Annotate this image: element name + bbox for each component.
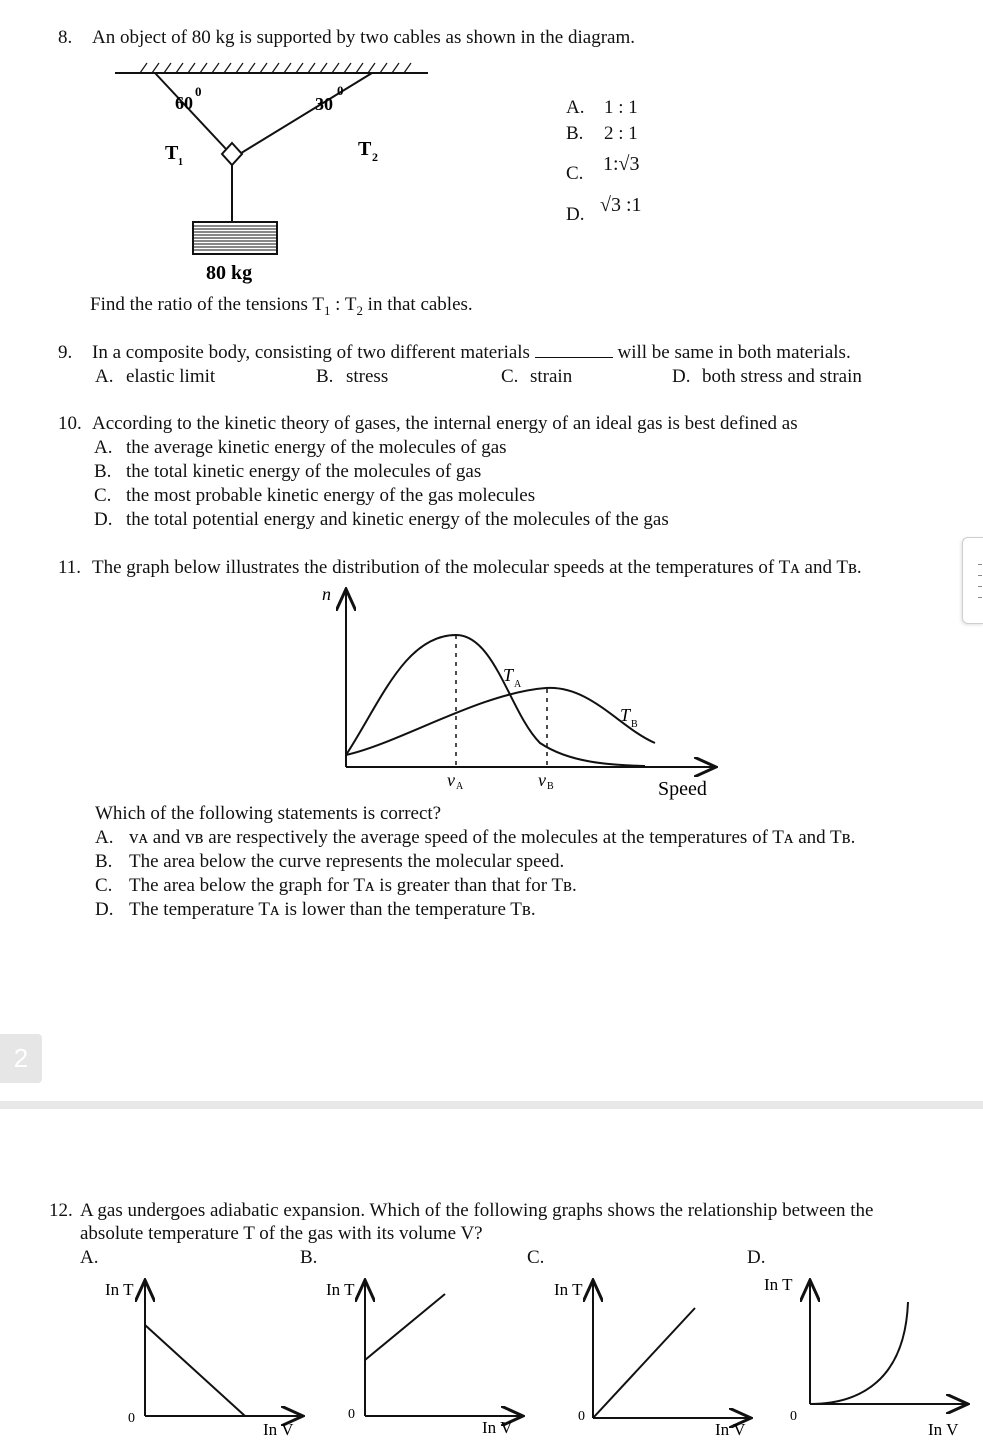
option-letter: D. (95, 899, 114, 920)
option-text: 2 : 1 (604, 123, 638, 144)
side-panel-tab[interactable] (962, 537, 983, 624)
origin-label: 0 (790, 1409, 797, 1424)
question-number: 9. (58, 342, 73, 363)
tb-subscript: B (631, 719, 638, 730)
origin-label: 0 (578, 1409, 585, 1424)
option-letter: B. (94, 461, 112, 482)
ta-subscript: A (514, 679, 522, 690)
origin-label: 0 (128, 1411, 135, 1426)
question-number: 8. (58, 27, 73, 48)
answer-blank (535, 343, 613, 358)
x-axis-label: In V (928, 1420, 959, 1439)
option-letter: B. (95, 851, 113, 872)
increasing-line (365, 1294, 445, 1360)
graph-option-b (315, 1270, 530, 1440)
va-label: v (447, 770, 455, 790)
x-axis-label: In V (263, 1420, 294, 1439)
cable-2 (238, 73, 372, 155)
option-text: both stress and strain (702, 366, 862, 387)
option-text: strain (530, 366, 573, 387)
option-text: the total potential energy and kinetic energy of the molecules of the gas (126, 509, 669, 530)
degree-mark: 0 (195, 84, 202, 99)
va-subscript: A (456, 781, 464, 792)
y-axis-label: In T (105, 1280, 134, 1299)
option-text: the total kinetic energy of the molecules of gas (126, 461, 482, 482)
vb-subscript: B (547, 781, 554, 792)
cable-diagram (110, 55, 430, 290)
graph-option-d (760, 1270, 975, 1440)
origin-label: 0 (348, 1407, 355, 1422)
ta-label: T (503, 665, 514, 685)
mass-label: 80 kg (206, 262, 253, 284)
vb-label: v (538, 770, 546, 790)
question-text: In a composite body, consisting of two different materials will be same in both materials. (92, 342, 851, 363)
option-letter: B. (316, 366, 334, 387)
curve-tb (346, 688, 655, 755)
question-prompt: Which of the following statements is correct? (95, 803, 442, 824)
option-letter: A. (95, 366, 114, 387)
y-axis-label: In T (326, 1280, 355, 1299)
option-text: The area below the curve represents the molecular speed. (129, 851, 565, 872)
question-text: According to the kinetic theory of gases, the internal energy of an ideal gas is best defined as (92, 413, 798, 434)
option-letter: A. (80, 1247, 99, 1268)
option-letter: A. (95, 827, 114, 848)
origin-line (593, 1308, 695, 1418)
x-axis-label: Speed (658, 778, 707, 800)
option-letter: C. (566, 163, 584, 184)
question-text: An object of 80 kg is supported by two cables as shown in the diagram. (92, 27, 635, 48)
option-text: the average kinetic energy of the molecules of gas (126, 437, 507, 458)
option-letter: A. (566, 97, 585, 118)
option-letter: D. (94, 509, 113, 530)
option-letter: D. (747, 1247, 766, 1268)
x-axis-label: In V (715, 1420, 746, 1439)
option-letter: C. (501, 366, 519, 387)
knot (222, 143, 242, 165)
y-axis-label: n (322, 584, 331, 604)
x-axis-label: In V (482, 1418, 513, 1437)
tension-2-subscript: 2 (372, 150, 378, 164)
option-text: elastic limit (126, 366, 216, 387)
speed-distribution-graph (310, 583, 730, 803)
question-number: 10. (58, 413, 82, 434)
option-text: stress (346, 366, 389, 387)
tb-label: T (620, 705, 631, 725)
decreasing-line (145, 1325, 245, 1416)
angle-label-30: 30 (315, 94, 333, 114)
ratio-prompt: Find the ratio of the tensions $T_1$ : $T_2$ in that cables. (90, 294, 473, 318)
tension-1-label: T (165, 142, 179, 164)
option-text: 1 : 1 (604, 97, 638, 118)
question-number: 12. (49, 1200, 73, 1221)
page-number-badge: 2 (0, 1034, 42, 1083)
exponential-curve (810, 1302, 908, 1404)
question-number: 11. (58, 557, 82, 578)
option-letter: A. (94, 437, 113, 458)
option-text: 1:√3 (603, 153, 640, 175)
ceiling-hatch (140, 63, 411, 73)
option-letter: B. (300, 1247, 318, 1268)
option-text: The area below the graph for Tᴀ is greater than that for Tʙ. (129, 875, 577, 896)
option-text: vᴀ and vʙ are respectively the average speed of the molecules at the temperatures of Tᴀ and Tʙ. (129, 827, 856, 848)
option-letter: D. (566, 204, 585, 225)
question-text: absolute temperature T of the gas with its volume V? (80, 1223, 483, 1244)
y-axis-label: In T (764, 1275, 793, 1294)
graph-option-a (95, 1270, 310, 1440)
question-text: A gas undergoes adiabatic expansion. Which of the following graphs shows the relationship between the (80, 1200, 874, 1221)
angle-label-60: 60 (175, 93, 193, 113)
question-text: The graph below illustrates the distribution of the molecular speeds at the temperatures of Tᴀ and Tʙ. (92, 557, 862, 578)
option-text: √3 :1 (600, 194, 642, 216)
tension-2-label: T (358, 138, 372, 160)
option-text: The temperature Tᴀ is lower than the temperature Tʙ. (129, 899, 536, 920)
degree-mark: 0 (337, 83, 344, 98)
y-axis-label: In T (554, 1280, 583, 1299)
option-letter: B. (566, 123, 584, 144)
option-letter: C. (527, 1247, 545, 1268)
tension-1-subscript: 1 (178, 157, 183, 168)
curve-ta (346, 635, 645, 766)
option-letter: C. (94, 485, 112, 506)
page-divider (0, 1101, 983, 1109)
option-text: the most probable kinetic energy of the gas molecules (126, 485, 536, 506)
graph-option-c (543, 1270, 758, 1440)
option-letter: D. (672, 366, 691, 387)
option-letter: C. (95, 875, 113, 896)
